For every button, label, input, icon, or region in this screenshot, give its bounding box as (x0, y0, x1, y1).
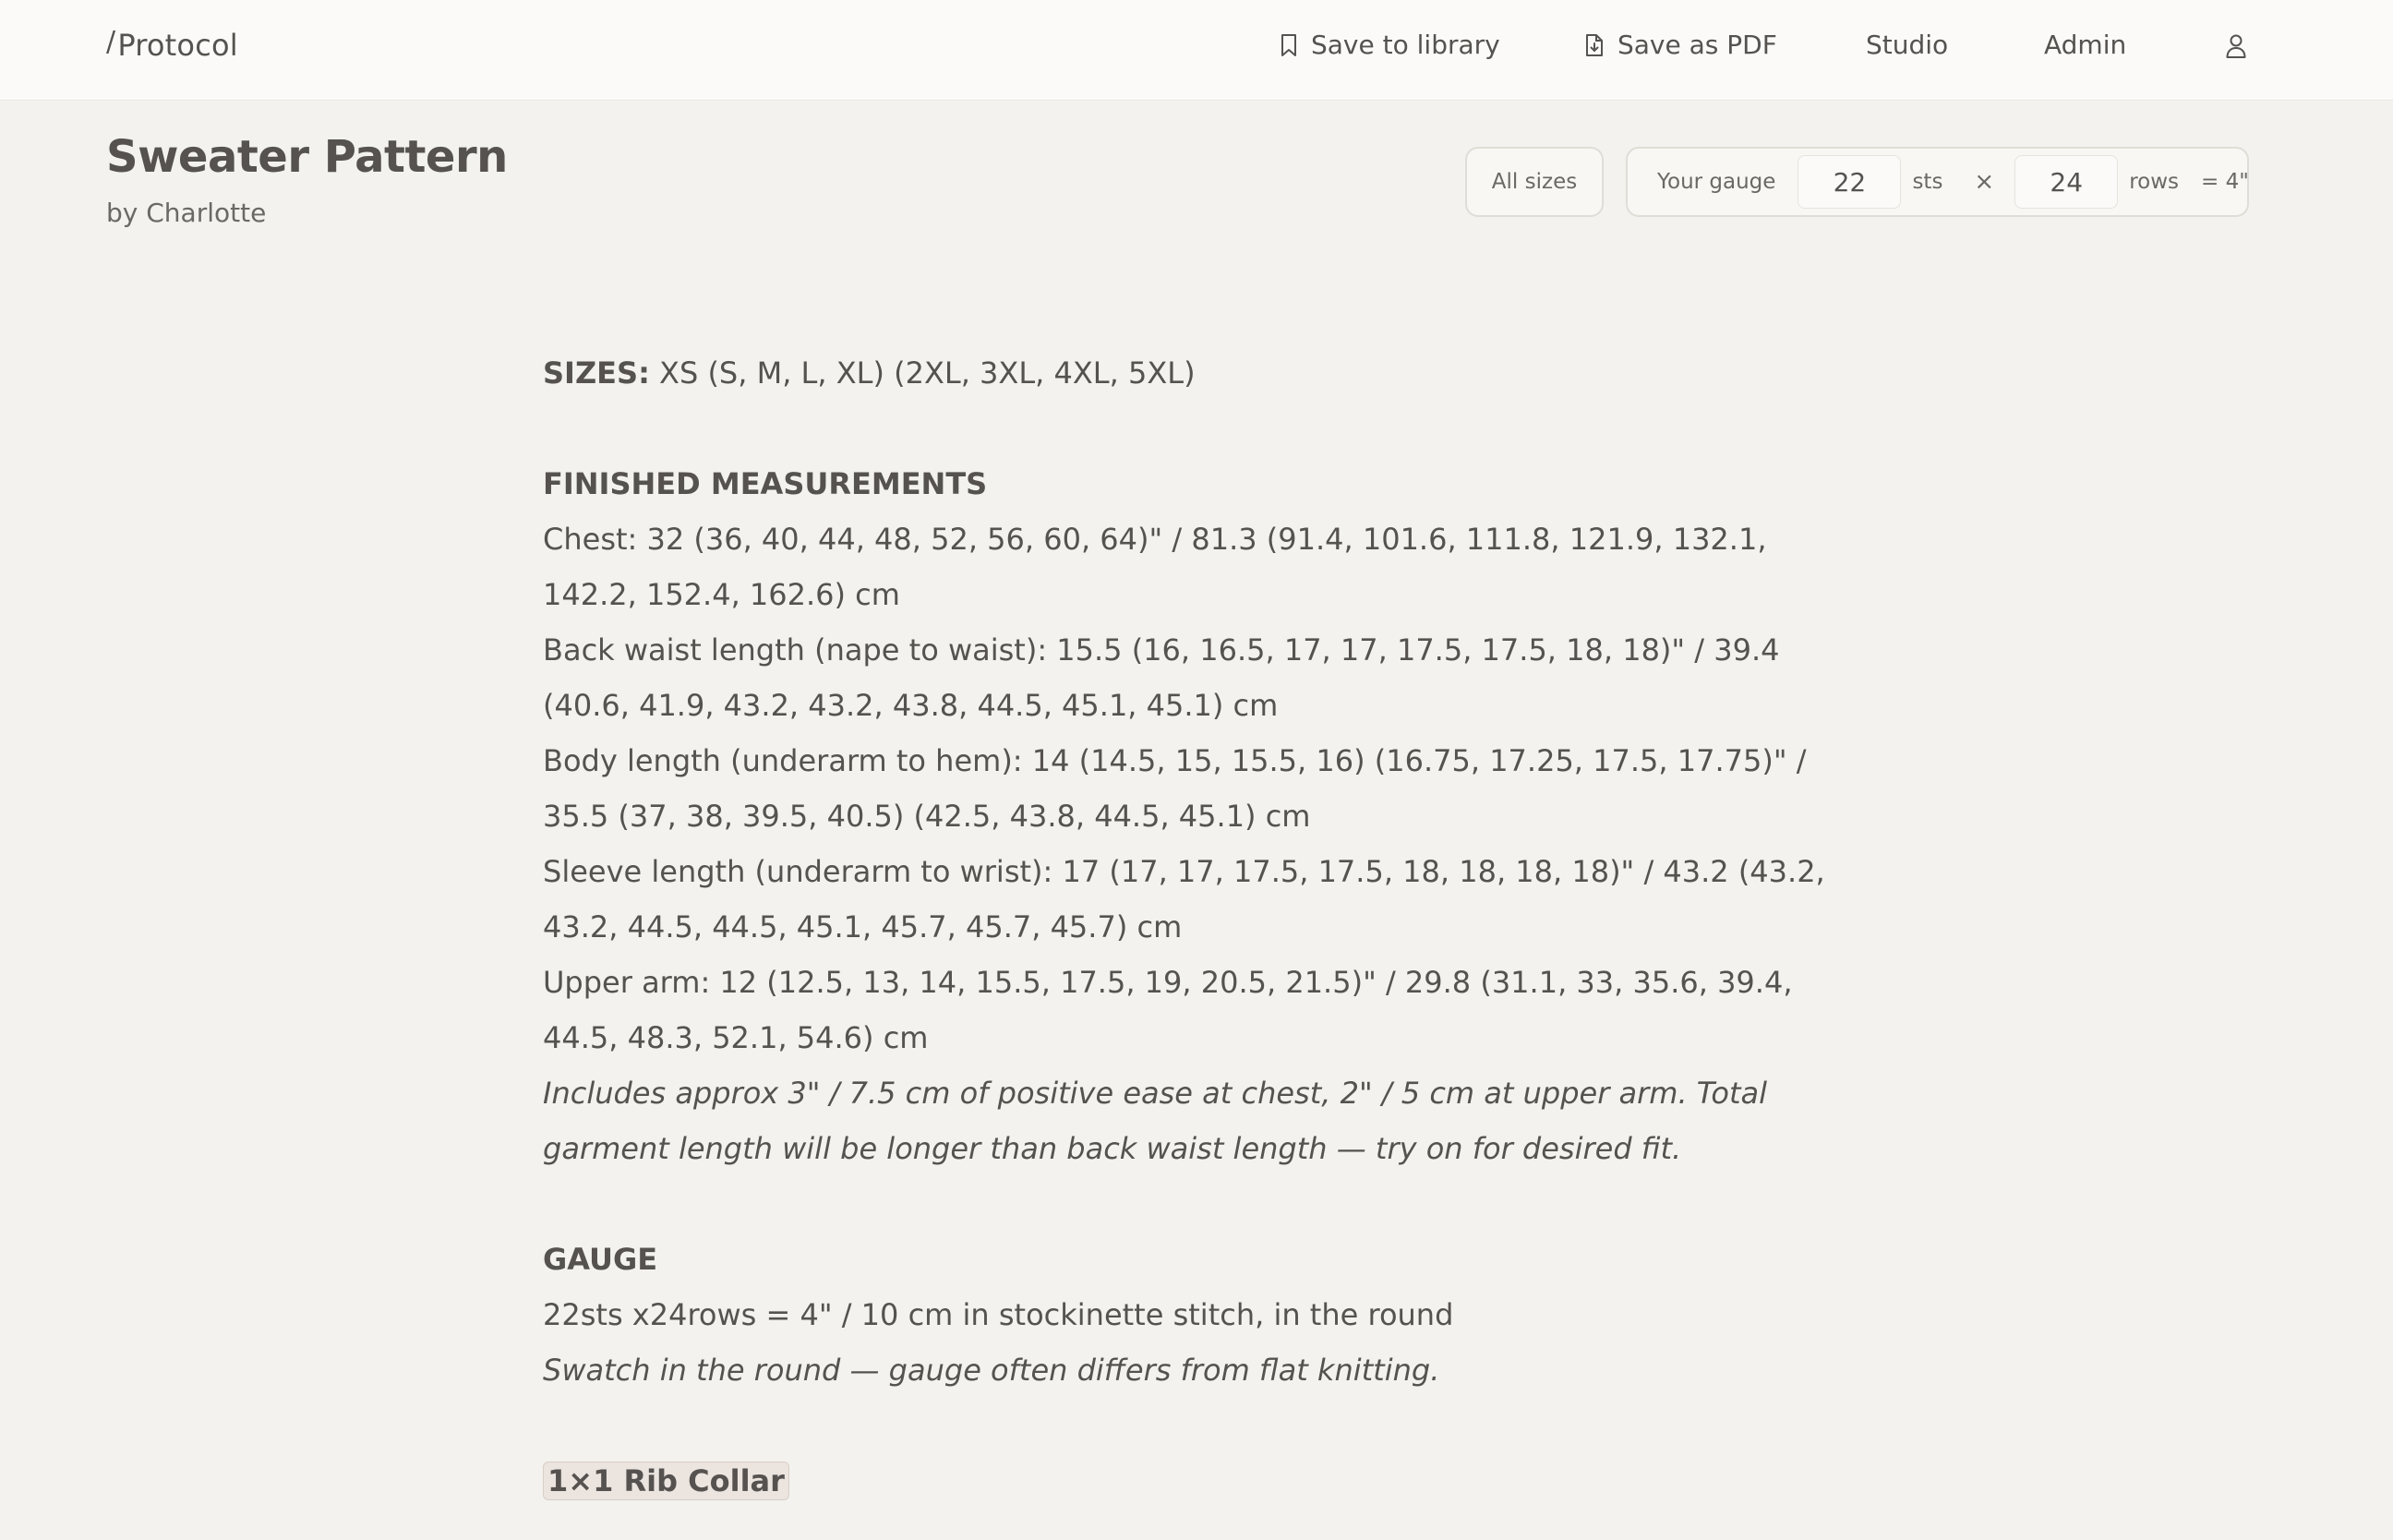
nav-admin[interactable] (2044, 30, 2126, 60)
gauge-heading: GAUGE (543, 1242, 658, 1277)
upper-arm-measurement: Upper arm: 12 (12.5, 13, 14, 15.5, 17.5, 19, 20.5, 21.5)" / 29.8 (31.1, 33, 35.6, 39.4, 44.5, 48.3, 52.1, 54.6) cm (543, 965, 1793, 1055)
chest-measurement: Chest: 32 (36, 40, 44, 48, 52, 56, 60, 64)" / 81.3 (91.4, 101.6, 111.8, 121.9, 132.1, 142.2, 152.4, 162.6) cm (543, 522, 1767, 612)
rows-input[interactable] (2014, 155, 2118, 209)
sizes-label: SIZES: (543, 355, 650, 391)
sizes-value: XS (S, M, L, XL) (2XL, 3XL, 4XL, 5XL) (649, 355, 1196, 391)
gauge-equals: = 4" (2201, 170, 2249, 194)
sizes-line (543, 345, 1863, 401)
user-icon (2225, 33, 2247, 59)
user-account-button[interactable] (2225, 33, 2247, 59)
gauge-note: Swatch in the round — gauge often differs from flat knitting. (543, 1353, 1440, 1388)
save-as-pdf-button[interactable] (1584, 30, 1777, 60)
nav-admin-label: Admin (2044, 30, 2127, 60)
nav-studio[interactable] (1866, 30, 1948, 60)
gauge-label: Your gauge (1657, 170, 1776, 194)
save-to-library-label: Save to library (1311, 30, 1500, 60)
body-length-measurement: Body length (underarm to hem): 14 (14.5, 15, 15.5, 16) (16.75, 17.25, 17.5, 17.75)" / 35.5 (37, 38, 39.5, 40.5) (42.5, 43.8, 44.5, 45.1) cm (543, 743, 1807, 834)
save-to-library-button[interactable] (1280, 30, 1500, 60)
page-title: Sweater Pattern (106, 131, 508, 183)
sts-unit: sts (1912, 170, 1943, 194)
gauge-control (1626, 147, 2249, 217)
top-bar (0, 0, 2393, 101)
ease-note: Includes approx 3" / 7.5 cm of positive ease at chest, 2" / 5 cm at upper arm. Total garment length will be longer than back waist length — try on for desired fit. (543, 1076, 1768, 1166)
finished-measurements-heading: FINISHED MEASUREMENTS (543, 466, 988, 501)
nav-studio-label: Studio (1866, 30, 1949, 60)
logo-slash: / (106, 26, 116, 58)
all-sizes-button[interactable] (1465, 147, 1604, 217)
all-sizes-label: All sizes (1491, 170, 1578, 194)
back-waist-measurement: Back waist length (nape to waist): 15.5 (16, 16.5, 17, 17, 17.5, 17.5, 18, 18)" / 39.4 (40.6, 41.9, 43.2, 43.2, 43.8, 44.5, 45.1, 45.1) cm (543, 632, 1780, 723)
save-as-pdf-label: Save as PDF (1617, 30, 1777, 60)
rib-collar-heading[interactable]: 1×1 Rib Collar (543, 1462, 789, 1500)
logo-text: Protocol (117, 28, 238, 63)
gauge-line: 22sts x24rows = 4" / 10 cm in stockinette stitch, in the round (543, 1297, 1454, 1332)
file-download-icon (1584, 33, 1605, 57)
logo[interactable] (106, 28, 238, 63)
author-byline: by Charlotte (106, 198, 267, 228)
pattern-content (543, 345, 1863, 1509)
sts-input[interactable] (1798, 155, 1901, 209)
times-icon: × (1974, 168, 1995, 196)
pattern-header (106, 131, 508, 228)
bookmark-icon (1280, 33, 1298, 57)
rows-unit: rows (2129, 170, 2180, 194)
sleeve-length-measurement: Sleeve length (underarm to wrist): 17 (17, 17, 17.5, 17.5, 18, 18, 18, 18)" / 43.2 (43.2, 43.2, 44.5, 44.5, 45.1, 45.7, 45.7, 45.7) cm (543, 854, 1825, 944)
